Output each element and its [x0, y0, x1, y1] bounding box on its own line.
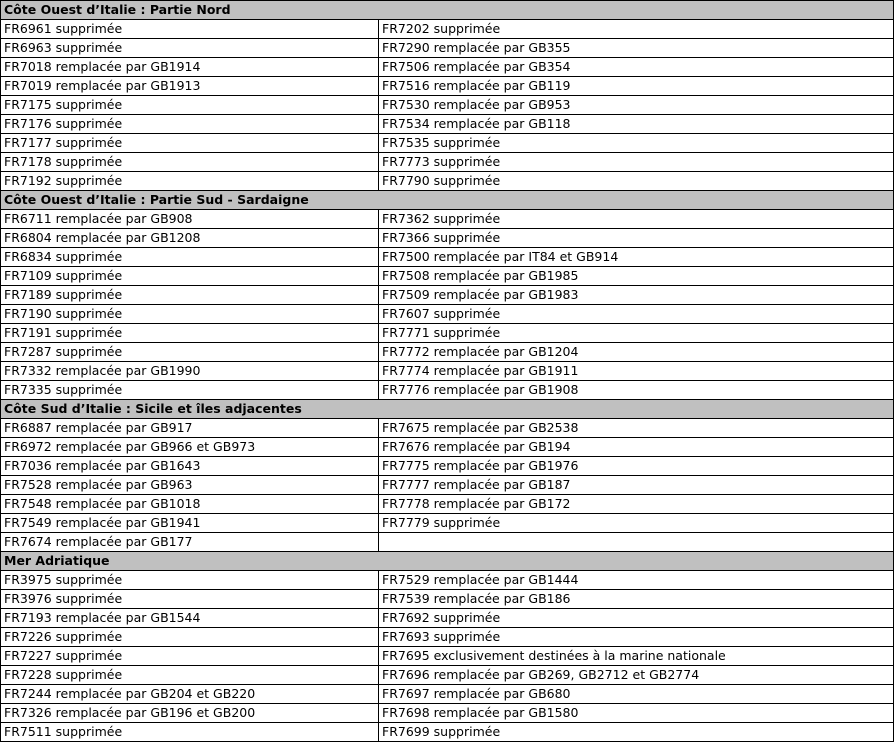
left-cell: FR7244 remplacée par GB204 et GB220	[1, 685, 379, 704]
left-cell: FR7549 remplacée par GB1941	[1, 514, 379, 533]
right-cell: FR7776 remplacée par GB1908	[379, 381, 894, 400]
left-cell: FR7326 remplacée par GB196 et GB200	[1, 704, 379, 723]
left-cell: FR6972 remplacée par GB966 et GB973	[1, 438, 379, 457]
section-header-row	[1, 400, 894, 419]
left-cell: FR7190 supprimée	[1, 305, 379, 324]
table-row	[1, 229, 894, 248]
table-body	[1, 1, 894, 742]
right-cell: FR7675 remplacée par GB2538	[379, 419, 894, 438]
left-cell: FR7227 supprimée	[1, 647, 379, 666]
right-cell: FR7290 remplacée par GB355	[379, 39, 894, 58]
table-row	[1, 96, 894, 115]
table-row	[1, 476, 894, 495]
section-title: Côte Ouest d’Italie : Partie Nord	[1, 1, 894, 20]
right-cell: FR7506 remplacée par GB354	[379, 58, 894, 77]
table-row	[1, 495, 894, 514]
left-cell: FR6961 supprimée	[1, 20, 379, 39]
section-title: Côte Ouest d’Italie : Partie Sud - Sardaigne	[1, 191, 894, 210]
table-row	[1, 343, 894, 362]
left-cell: FR7335 supprimée	[1, 381, 379, 400]
right-cell: FR7516 remplacée par GB119	[379, 77, 894, 96]
left-cell: FR3975 supprimée	[1, 571, 379, 590]
section-title: Côte Sud d’Italie : Sicile et îles adjacentes	[1, 400, 894, 419]
table-row	[1, 590, 894, 609]
table-row	[1, 153, 894, 172]
left-cell: FR7192 supprimée	[1, 172, 379, 191]
right-cell: FR7530 remplacée par GB953	[379, 96, 894, 115]
left-cell: FR7674 remplacée par GB177	[1, 533, 379, 552]
table-row	[1, 457, 894, 476]
left-cell: FR7189 supprimée	[1, 286, 379, 305]
right-cell: FR7779 supprimée	[379, 514, 894, 533]
left-cell: FR7548 remplacée par GB1018	[1, 495, 379, 514]
left-cell: FR7175 supprimée	[1, 96, 379, 115]
left-cell: FR6804 remplacée par GB1208	[1, 229, 379, 248]
right-cell: FR7772 remplacée par GB1204	[379, 343, 894, 362]
right-cell: FR7693 supprimée	[379, 628, 894, 647]
right-cell: FR7698 remplacée par GB1580	[379, 704, 894, 723]
right-cell: FR7697 remplacée par GB680	[379, 685, 894, 704]
right-cell: FR7695 exclusivement destinées à la marine nationale	[379, 647, 894, 666]
left-cell: FR7528 remplacée par GB963	[1, 476, 379, 495]
table-row	[1, 438, 894, 457]
table-row	[1, 362, 894, 381]
right-cell: FR7500 remplacée par IT84 et GB914	[379, 248, 894, 267]
right-cell: FR7676 remplacée par GB194	[379, 438, 894, 457]
table-row	[1, 210, 894, 229]
left-cell: FR7332 remplacée par GB1990	[1, 362, 379, 381]
left-cell: FR7177 supprimée	[1, 134, 379, 153]
left-cell: FR7193 remplacée par GB1544	[1, 609, 379, 628]
left-cell: FR6711 remplacée par GB908	[1, 210, 379, 229]
table-row	[1, 305, 894, 324]
left-cell: FR6887 remplacée par GB917	[1, 419, 379, 438]
right-cell: FR7778 remplacée par GB172	[379, 495, 894, 514]
table-row	[1, 381, 894, 400]
right-cell: FR7692 supprimée	[379, 609, 894, 628]
right-cell	[379, 533, 894, 552]
right-cell: FR7366 supprimée	[379, 229, 894, 248]
left-cell: FR7019 remplacée par GB1913	[1, 77, 379, 96]
table-row	[1, 77, 894, 96]
table-row	[1, 248, 894, 267]
right-cell: FR7777 remplacée par GB187	[379, 476, 894, 495]
table-row	[1, 20, 894, 39]
table-row	[1, 704, 894, 723]
section-header-row	[1, 1, 894, 20]
table-row	[1, 571, 894, 590]
left-cell: FR7036 remplacée par GB1643	[1, 457, 379, 476]
left-cell: FR7109 supprimée	[1, 267, 379, 286]
right-cell: FR7534 remplacée par GB118	[379, 115, 894, 134]
table-row	[1, 685, 894, 704]
left-cell: FR3976 supprimée	[1, 590, 379, 609]
left-cell: FR7511 supprimée	[1, 723, 379, 742]
right-cell: FR7774 remplacée par GB1911	[379, 362, 894, 381]
left-cell: FR7176 supprimée	[1, 115, 379, 134]
right-cell: FR7362 supprimée	[379, 210, 894, 229]
right-cell: FR7535 supprimée	[379, 134, 894, 153]
left-cell: FR6963 supprimée	[1, 39, 379, 58]
table-row	[1, 666, 894, 685]
right-cell: FR7539 remplacée par GB186	[379, 590, 894, 609]
right-cell: FR7790 supprimée	[379, 172, 894, 191]
right-cell: FR7773 supprimée	[379, 153, 894, 172]
table-row	[1, 115, 894, 134]
right-cell: FR7529 remplacée par GB1444	[379, 571, 894, 590]
table-row	[1, 723, 894, 742]
left-cell: FR7191 supprimée	[1, 324, 379, 343]
right-cell: FR7775 remplacée par GB1976	[379, 457, 894, 476]
left-cell: FR7287 supprimée	[1, 343, 379, 362]
section-title: Mer Adriatique	[1, 552, 894, 571]
table-row	[1, 286, 894, 305]
right-cell: FR7509 remplacée par GB1983	[379, 286, 894, 305]
table-row	[1, 533, 894, 552]
table-row	[1, 172, 894, 191]
right-cell: FR7607 supprimée	[379, 305, 894, 324]
table-row	[1, 609, 894, 628]
right-cell: FR7508 remplacée par GB1985	[379, 267, 894, 286]
right-cell: FR7696 remplacée par GB269, GB2712 et GB2774	[379, 666, 894, 685]
left-cell: FR6834 supprimée	[1, 248, 379, 267]
table-row	[1, 647, 894, 666]
left-cell: FR7228 supprimée	[1, 666, 379, 685]
table-row	[1, 628, 894, 647]
section-header-row	[1, 552, 894, 571]
left-cell: FR7018 remplacée par GB1914	[1, 58, 379, 77]
right-cell: FR7202 supprimée	[379, 20, 894, 39]
table-row	[1, 58, 894, 77]
table-row	[1, 267, 894, 286]
table-row	[1, 419, 894, 438]
left-cell: FR7226 supprimée	[1, 628, 379, 647]
table-row	[1, 39, 894, 58]
table-row	[1, 514, 894, 533]
table-row	[1, 134, 894, 153]
right-cell: FR7771 supprimée	[379, 324, 894, 343]
section-header-row	[1, 191, 894, 210]
right-cell: FR7699 supprimée	[379, 723, 894, 742]
left-cell: FR7178 supprimée	[1, 153, 379, 172]
table-row	[1, 324, 894, 343]
